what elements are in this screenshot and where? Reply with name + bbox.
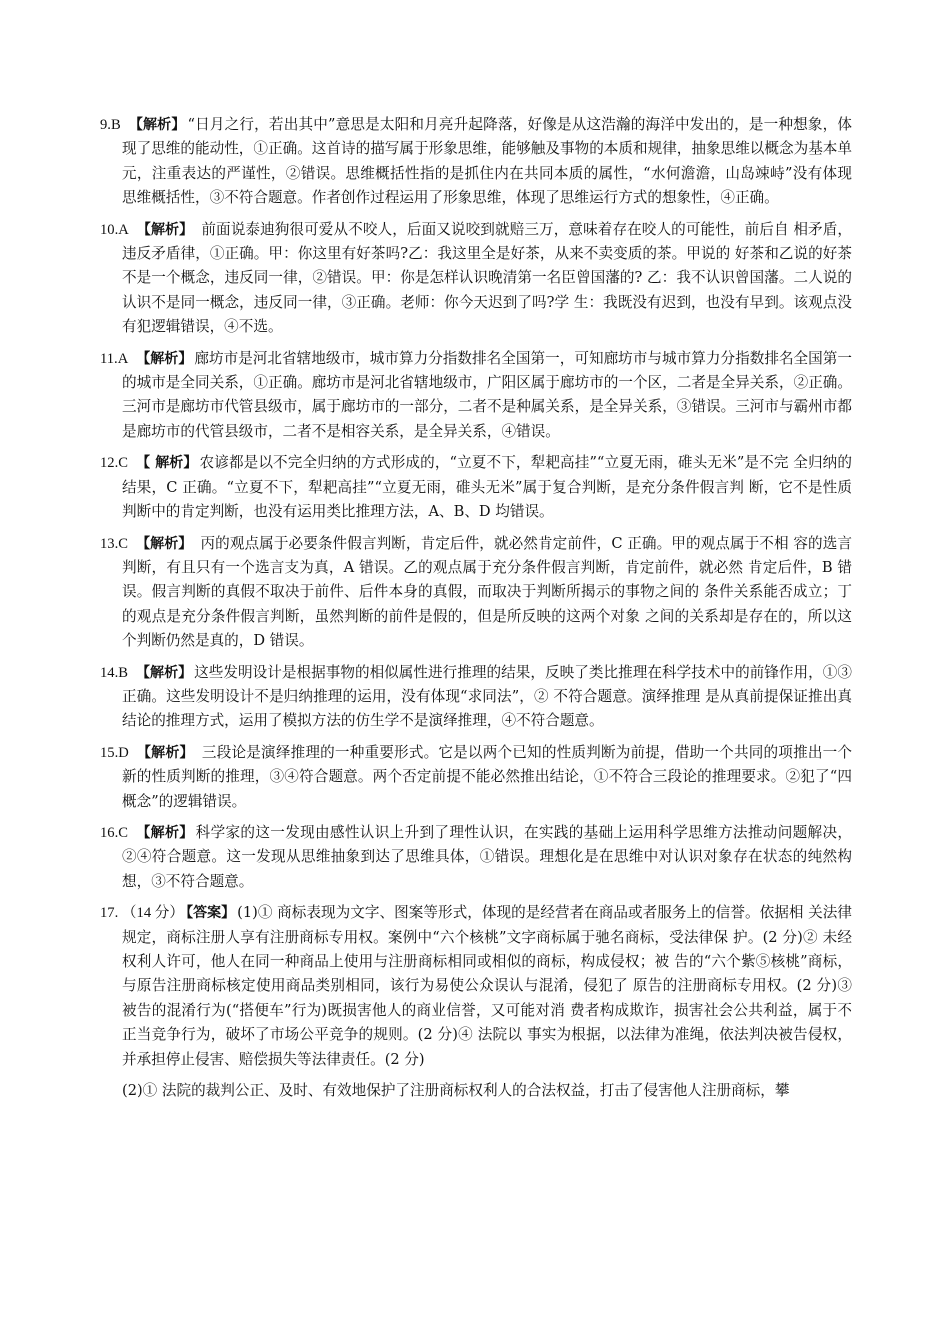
answer-text: (1)① 商标表现为文字、图案等形式，体现的是经营者在商品或者服务上的信誉。依据相 关法律规定，商标注册人享有注册商标专用权。案例中“六个核桃”文字商标属于驰名商标，受法律保 护。(2 分)② 未经权利人许可，他人在同一种商品上使用与注册商标相同或相似的商标，构成侵权；被 告的“六个紫⑤核桃”商标，与原告注册商标核定使用商品类别相同，该行为易使公众误认与混淆，侵犯了 原告的注册商标专用权。(2 分)③ 被告的混淆行为(“搭便车”行为)既损害他人的商业信誉，又可能对消 费者构成欺诈，损害社会公共利益，属于不正当竞争行为，破坏了市场公平竞争的规则。(2 分)④ 法院以 事实为根据，以法律为准绳，依法判决被告侵权，并承担停止侵害、赔偿损失等法律责任。(2 分) bbox=[122, 904, 852, 1068]
question-number: 17. （14 分） bbox=[100, 905, 185, 922]
analysis-tag: 【解析】 bbox=[135, 535, 193, 552]
answer-item-9 bbox=[100, 113, 852, 211]
answer-text: “日月之行，若出其中”意思是太阳和月亮升起降落，好像是从这浩瀚的海洋中发出的，是一种想象，体现了思维的能动性，①正确。这首诗的描写属于形象思维，能够触及事物的本质和规律，抽象思维以概念为基本单元，注重表达的严谨性，②错误。思维概括性指的是抓住内在共同本质的属性，“水何澹澹，山岛竦峙”没有体现思维概括性，③不符合题意。作者创作过程运用了形象思维，体现了思维运行方式的想象性，④正确。 bbox=[122, 116, 852, 207]
answer-item-14 bbox=[100, 661, 852, 734]
question-number: 15.D bbox=[100, 744, 129, 761]
answer-item-17 bbox=[100, 901, 852, 1072]
answer-tag: 【答案】 bbox=[186, 905, 236, 922]
answer-item-15 bbox=[100, 741, 852, 814]
question-number: 10.A bbox=[100, 221, 129, 238]
answer-text: 廊坊市是河北省辖地级市，城市算力分指数排名全国第一，可知廊坊市与城市算力分指数排名全国第一的城市是全同关系，①正确。廊坊市是河北省辖地级市，广阳区属于廊坊市的一个区，二者是全异关系，②正确。三河市是廊坊市代管县级市，属于廊坊市的一部分，二者不是种属关系，是全异关系，③错误。三河市与霸州市都是廊坊市的代管县级市，二者不是相容关系，是全异关系，④错误。 bbox=[122, 349, 852, 440]
answer-item-10 bbox=[100, 218, 852, 340]
analysis-tag: 【解析】 bbox=[128, 117, 186, 133]
analysis-tag: 【解析】 bbox=[136, 221, 194, 238]
answer-item-13 bbox=[100, 532, 852, 654]
answer-text: 科学家的这一发现由感性认识上升到了理性认识，在实践的基础上运用科学思维方法推动问题解决，②④符合题意。这一发现从思维抽象到达了思维具体，①错误。理想化是在思维中对认识对象存在状态的纯然构想，③不符合题意。 bbox=[122, 823, 852, 890]
answer-text: 农谚都是以不完全归纳的方式形成的，“立夏不下，犁耙高挂”“立夏无雨，碓头无米”是不完 全归纳的结果，C 正确。“立夏不下，犁耙高挂”“立夏无雨，碓头无米”属于复合判断，是充分条件假言判 断，它不是性质判断中的肯定判断，也没有运用类比推理方法，A、B、D 均错误。 bbox=[122, 454, 852, 521]
answer-item-12 bbox=[100, 451, 852, 524]
answer-item-11 bbox=[100, 347, 852, 445]
question-number: 14.B bbox=[100, 664, 128, 681]
answer-text: (2)① 法院的裁判公正、及时、有效地保护了注册商标权利人的合法权益，打击了侵害他人注册商标，攀 bbox=[122, 1082, 790, 1100]
answer-item-16 bbox=[100, 821, 852, 894]
analysis-tag: 【 解析】 bbox=[135, 455, 198, 472]
answer-text: 这些发明设计是根据事物的相似属性进行推理的结果，反映了类比推理在科学技术中的前锋作用，①③正确。这些发明设计不是归纳推理的运用，没有体现“求同法”，② 不符合题意。演绎推理 是从真前提保证推出真结论的推理方式，运用了模拟方法的仿生学不是演绎推理，④不符合题意。 bbox=[122, 663, 852, 730]
question-number: 11.A bbox=[100, 350, 129, 367]
analysis-tag: 【解析】 bbox=[135, 664, 193, 681]
question-number: 16.C bbox=[100, 824, 128, 841]
question-number: 13.C bbox=[100, 535, 128, 552]
analysis-tag: 【解析】 bbox=[136, 744, 194, 761]
analysis-tag: 【解析】 bbox=[135, 824, 194, 841]
answer-sheet bbox=[100, 113, 852, 1110]
answer-item-17-part-2 bbox=[100, 1079, 852, 1103]
answer-text: 前面说泰迪狗很可爱从不咬人，后面又说咬到就赔三万，意味着存在咬人的可能性，前后自 相矛盾，违反矛盾律，①正确。甲：你这里有好茶吗?乙：我这里全是好茶，从来不卖变质的茶。甲说的 好茶和乙说的好茶不是一个概念，违反同一律，②错误。甲：你是怎样认识晚清第一名臣曾国藩的? 乙：我不认识曾国藩。二人说的认识不是同一概念，违反同一律，③正确。老师：你今天迟到了吗?学 生：我既没有迟到，也没有早到。该观点没有犯逻辑错误，④不选。 bbox=[122, 220, 852, 336]
question-number: 12.C bbox=[100, 455, 128, 472]
analysis-tag: 【解析】 bbox=[136, 350, 193, 367]
question-number: 9.B bbox=[100, 117, 121, 133]
answer-text: 三段论是演绎推理的一种重要形式。它是以两个已知的性质判断为前提，借助一个共同的项推出一个新的性质判断的推理，③④符合题意。两个否定前提不能必然推出结论，①不符合三段论的推理要求。②犯了“四概念”的逻辑错误。 bbox=[122, 743, 853, 810]
answer-text: 丙的观点属于必要条件假言判断，肯定后件，就必然肯定前件，C 正确。甲的观点属于不相 容的选言判断，有且只有一个选言支为真，A 错误。乙的观点属于充分条件假言判断，肯定前件，就必然 肯定后件，B 错误。假言判断的真假不取决于前件、后件本身的真假，而取决于判断所揭示的事物之间的 条件关系能否成立；丁的观点是充分条件假言判断，虽然判断的前件是假的，但是所反映的这两个对象 之间的关系却是存在的，所以这个判断仍然是真的，D 错误。 bbox=[122, 534, 852, 650]
